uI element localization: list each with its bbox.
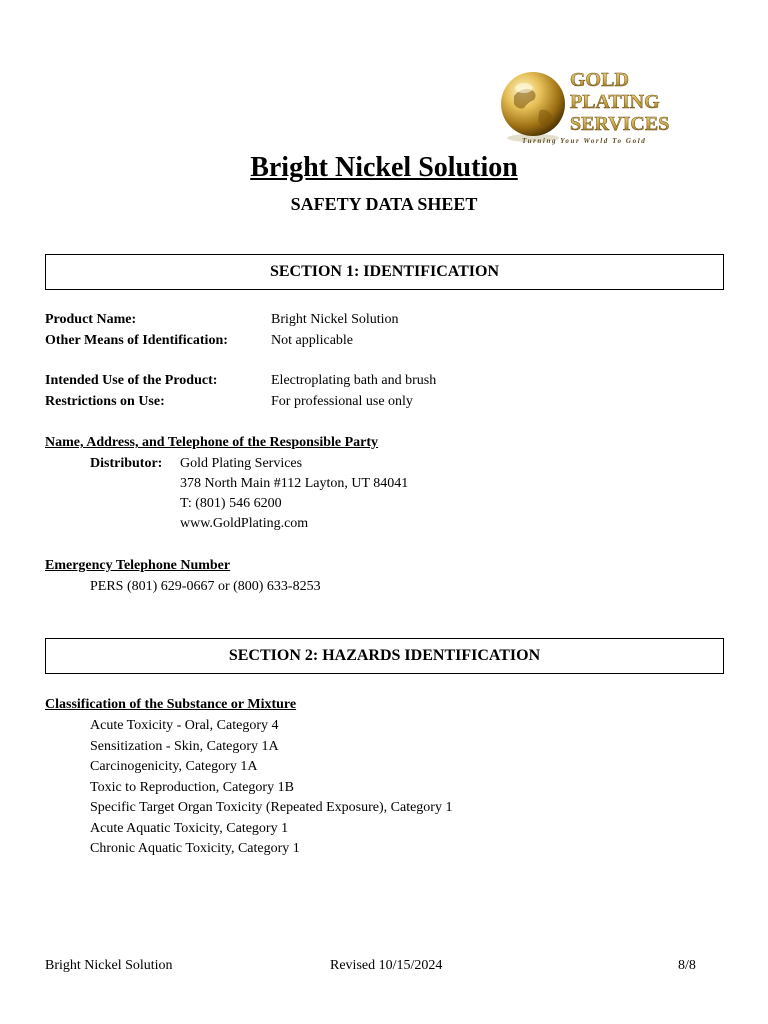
field-label: Product Name: [45,312,137,327]
list-item: Sensitization - Skin, Category 1A [90,738,279,754]
logo-text-plating: PLATING [570,91,660,113]
logo-text-services: SERVICES [570,113,670,135]
field-value: Not applicable [271,333,354,348]
section-1-title: SECTION 1: IDENTIFICATION [269,263,500,280]
responsible-party-heading: Name, Address, and Telephone of the Responsible Party [45,435,379,450]
field-label: Intended Use of the Product: [45,373,218,388]
globe-logo-icon [500,66,690,146]
list-item: Specific Target Organ Toxicity (Repeated Exposure), Category 1 [90,800,453,815]
distributor-label: Distributor: [90,456,163,471]
company-logo [500,66,690,146]
classification-heading: Classification of the Substance or Mixture [45,697,297,712]
distributor-street: 378 North Main #112 Layton, UT 84041 [180,476,409,491]
field-label: Restrictions on Use: [45,394,165,409]
document-title: Bright Nickel Solution [250,152,518,183]
section-2-title: SECTION 2: HAZARDS IDENTIFICATION [228,647,541,664]
emergency-phone-value: PERS (801) 629-0667 or (800) 633-8253 [90,579,321,594]
classification-list [90,716,452,860]
section-2-header [45,638,724,674]
distributor-website-link[interactable]: www.GoldPlating.com [180,516,309,531]
list-item: Carcinogenicity, Category 1A [90,759,258,774]
logo-tagline: Turning Your World To Gold [522,137,647,145]
field-value: For professional use only [271,394,413,409]
section-1-header [45,254,724,290]
distributor-phone: T: (801) 546 6200 [180,496,282,511]
list-item: Acute Toxicity - Oral, Category 4 [90,718,279,733]
field-value: Electroplating bath and brush [271,373,437,388]
footer-revision-date: Revised 10/15/2024 [330,958,443,973]
footer-product-name: Bright Nickel Solution [45,958,173,973]
distributor-address [180,454,408,534]
footer-page-number: 8/8 [678,958,696,973]
distributor-name: Gold Plating Services [180,456,303,471]
list-item: Chronic Aquatic Toxicity, Category 1 [90,841,300,856]
document-subtitle: SAFETY DATA SHEET [290,194,478,214]
list-item: Toxic to Reproduction, Category 1B [90,779,294,795]
field-label: Other Means of Identification: [45,333,228,348]
field-value: Bright Nickel Solution [271,312,399,327]
logo-text-gold: GOLD [570,69,629,91]
list-item: Acute Aquatic Toxicity, Category 1 [90,820,289,836]
emergency-phone-heading: Emergency Telephone Number [45,558,231,573]
